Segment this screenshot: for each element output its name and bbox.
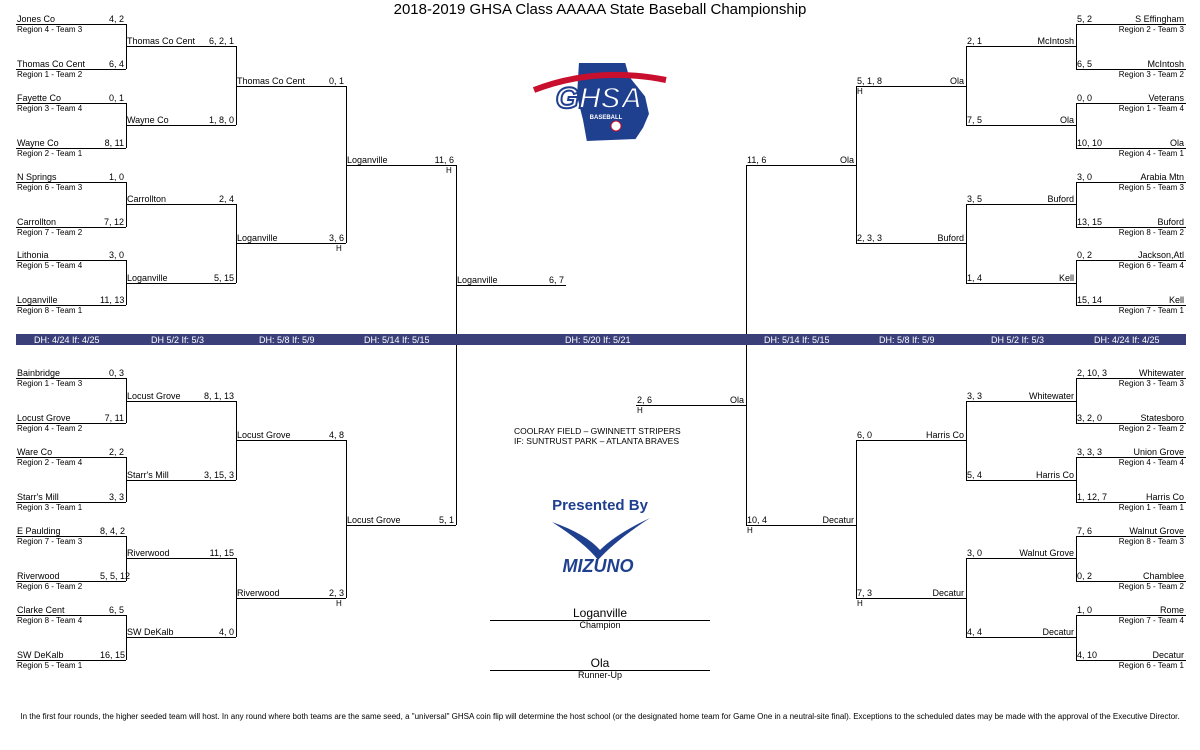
seed-label: Region 6 - Team 4 xyxy=(1118,261,1184,270)
team-name: Wayne Co xyxy=(17,138,59,148)
round-date: DH: 5/14 If: 5/15 xyxy=(364,335,430,345)
team-name: Jones Co xyxy=(17,14,56,24)
team-name: Buford xyxy=(937,233,964,243)
team-score: 6, 5 xyxy=(1077,59,1093,69)
team-score: 1, 0 xyxy=(108,172,124,182)
team-name: Buford xyxy=(1047,194,1074,204)
team-score: 3, 6 xyxy=(328,233,344,243)
seed-label: Region 7 - Team 1 xyxy=(1118,306,1184,315)
bracket-line xyxy=(746,525,856,526)
team-score: 4, 4 xyxy=(967,627,983,637)
baseball-icon xyxy=(611,121,621,131)
team-score: 0, 1 xyxy=(108,93,124,103)
team-name: Loganville xyxy=(17,295,58,305)
bracket-line xyxy=(966,204,1076,205)
round-date: DH: 5/20 If: 5/21 xyxy=(565,335,631,345)
team-score: 0, 1 xyxy=(328,76,344,86)
round-date: DH 5/2 If: 5/3 xyxy=(991,335,1045,345)
venue-line-1: COOLRAY FIELD – GWINNETT STRIPERS xyxy=(514,426,681,436)
team-score: 8, 1, 13 xyxy=(203,391,234,401)
team-score: 0, 3 xyxy=(108,368,124,378)
bracket-line xyxy=(856,440,966,441)
team-name: Clarke Cent xyxy=(17,605,65,615)
connector-line xyxy=(966,558,967,637)
seed-label: Region 6 - Team 3 xyxy=(17,183,83,192)
runner-up-name: Ola xyxy=(590,656,610,670)
team-score: 3, 3 xyxy=(108,492,124,502)
seed-label: Region 6 - Team 2 xyxy=(17,582,83,591)
connector-line xyxy=(1076,457,1077,502)
team-name: Kell xyxy=(1168,295,1184,305)
champion-name: Loganville xyxy=(572,606,628,620)
host-marker: H xyxy=(336,244,342,253)
seed-label: Region 5 - Team 4 xyxy=(17,261,83,270)
team-score: 3, 3, 3 xyxy=(1077,447,1103,457)
team-score: 4, 2 xyxy=(108,14,124,24)
connector-line xyxy=(1076,182,1077,227)
bracket-line xyxy=(126,204,236,205)
team-name: Walnut Grove xyxy=(1129,526,1184,536)
team-name: Buford xyxy=(1157,217,1184,227)
connector-line xyxy=(856,440,857,598)
team-score: 2, 4 xyxy=(218,194,234,204)
team-score: 6, 2, 1 xyxy=(208,36,234,46)
team-score: 5, 15 xyxy=(213,273,234,283)
connector-line xyxy=(856,86,857,243)
team-score: 5, 1 xyxy=(438,515,454,525)
round-date: DH 5/2 If: 5/3 xyxy=(151,335,205,345)
presented-by: Presented By xyxy=(552,497,648,514)
team-score: 2, 10, 3 xyxy=(1077,368,1108,378)
team-name: Decatur xyxy=(1152,650,1184,660)
team-score: 5, 1, 8 xyxy=(857,76,883,86)
team-score: 6, 4 xyxy=(108,59,124,69)
seed-label: Region 5 - Team 1 xyxy=(17,661,83,670)
team-name: Whitewater xyxy=(1138,368,1184,378)
seed-label: Region 6 - Team 1 xyxy=(1118,661,1184,670)
bracket-line xyxy=(856,86,966,87)
team-name: Thomas Co Cent xyxy=(237,76,306,86)
team-name: S Effingham xyxy=(1135,14,1184,24)
bracket-line xyxy=(346,165,456,166)
team-name: Carrollton xyxy=(127,194,167,204)
team-name: Ola xyxy=(1059,115,1074,125)
team-score: 3, 5 xyxy=(967,194,983,204)
team-name: Loganville xyxy=(457,275,498,285)
seed-label: Region 3 - Team 4 xyxy=(17,104,83,113)
seed-label: Region 8 - Team 1 xyxy=(17,306,83,315)
team-score: 10, 4 xyxy=(747,515,768,525)
team-score: 3, 0 xyxy=(108,250,124,260)
team-score: 10, 10 xyxy=(1077,138,1103,148)
team-score: 5, 4 xyxy=(967,470,983,480)
team-name: Wayne Co xyxy=(127,115,169,125)
team-score: 2, 6 xyxy=(637,395,653,405)
seed-label: Region 2 - Team 3 xyxy=(1118,25,1184,34)
team-name: Harris Co xyxy=(1145,492,1184,502)
team-name: Rome xyxy=(1159,605,1184,615)
team-name: Riverwood xyxy=(127,548,170,558)
seed-label: Region 1 - Team 3 xyxy=(17,379,83,388)
round-date: DH: 4/24 If: 4/25 xyxy=(34,335,100,345)
bracket-line xyxy=(126,125,236,126)
seed-label: Region 2 - Team 4 xyxy=(17,458,83,467)
round-date: DH: 4/24 If: 4/25 xyxy=(1094,335,1160,345)
seed-label: Region 3 - Team 3 xyxy=(1118,379,1184,388)
host-marker: H xyxy=(857,87,863,96)
round-date: DH: 5/8 If: 5/9 xyxy=(259,335,315,345)
seed-label: Region 4 - Team 1 xyxy=(1118,149,1184,158)
seed-label: Region 2 - Team 2 xyxy=(1118,424,1184,433)
seed-label: Region 2 - Team 1 xyxy=(17,149,83,158)
connector-line xyxy=(966,401,967,480)
team-score: 7, 5 xyxy=(967,115,983,125)
bracket-line xyxy=(966,558,1076,559)
team-name: Starr's Mill xyxy=(127,470,169,480)
team-name: E Paulding xyxy=(17,526,61,536)
team-score: 4, 0 xyxy=(218,627,234,637)
bracket-line xyxy=(966,401,1076,402)
seed-label: Region 1 - Team 2 xyxy=(17,70,83,79)
team-name: Jackson,Atl xyxy=(1137,250,1184,260)
seed-label: Region 4 - Team 4 xyxy=(1118,458,1184,467)
seed-label: Region 8 - Team 2 xyxy=(1118,228,1184,237)
team-score: 13, 15 xyxy=(1077,217,1103,227)
team-score: 3, 3 xyxy=(967,391,983,401)
connector-line xyxy=(1076,536,1077,581)
team-score: 6, 0 xyxy=(857,430,873,440)
team-name: Loganville xyxy=(127,273,168,283)
team-score: 5, 5, 12 xyxy=(100,571,131,581)
team-score: 0, 2 xyxy=(1077,250,1093,260)
team-name: Harris Co xyxy=(1035,470,1074,480)
seed-label: Region 8 - Team 4 xyxy=(17,616,83,625)
team-score: 3, 15, 3 xyxy=(203,470,234,480)
seed-label: Region 7 - Team 2 xyxy=(17,228,83,237)
round-date: DH: 5/8 If: 5/9 xyxy=(879,335,935,345)
seed-label: Region 4 - Team 2 xyxy=(17,424,83,433)
team-score: 4, 8 xyxy=(328,430,344,440)
connector-line xyxy=(1076,378,1077,423)
team-name: SW DeKalb xyxy=(127,627,174,637)
team-name: Arabia Mtn xyxy=(1140,172,1184,182)
seed-label: Region 3 - Team 1 xyxy=(17,503,83,512)
bracket-line xyxy=(966,46,1076,47)
team-score: 15, 14 xyxy=(1077,295,1103,305)
team-name: McIntosh xyxy=(1147,59,1184,69)
bracket-line xyxy=(746,165,856,166)
bracket-line xyxy=(236,440,346,441)
team-score: 1, 0 xyxy=(1077,605,1093,615)
team-name: Kell xyxy=(1058,273,1074,283)
team-name: Ola xyxy=(1169,138,1184,148)
team-score: 1, 12, 7 xyxy=(1077,492,1108,502)
venue-line-2: IF: SUNTRUST PARK – ATLANTA BRAVES xyxy=(514,436,680,446)
team-name: Starr's Mill xyxy=(17,492,59,502)
team-score: 11, 6 xyxy=(747,155,767,165)
host-marker: H xyxy=(336,599,342,608)
team-score: 1, 8, 0 xyxy=(208,115,234,125)
runbird-icon xyxy=(552,518,650,560)
page-title: 2018-2019 GHSA Class AAAAA State Baseball Championship xyxy=(393,1,807,18)
seed-label: Region 5 - Team 2 xyxy=(1118,582,1184,591)
connector-line xyxy=(1076,103,1077,148)
sponsor-name: MIZUNO xyxy=(562,556,634,576)
team-name: Whitewater xyxy=(1028,391,1074,401)
team-score: 2, 1 xyxy=(967,36,983,46)
bracket-line xyxy=(126,46,236,47)
team-name: Decatur xyxy=(822,515,854,525)
team-name: Harris Co xyxy=(925,430,964,440)
bracket-line xyxy=(856,243,966,244)
team-name: Riverwood xyxy=(237,588,280,598)
team-score: 11, 6 xyxy=(434,155,454,165)
team-score: 6, 7 xyxy=(548,275,564,285)
team-name: Decatur xyxy=(932,588,964,598)
team-name: Riverwood xyxy=(17,571,60,581)
seed-label: Region 3 - Team 2 xyxy=(1118,70,1184,79)
team-score: 8, 4, 2 xyxy=(100,526,126,536)
seed-label: Region 8 - Team 3 xyxy=(1118,537,1184,546)
bracket-line xyxy=(456,285,566,286)
team-name: Walnut Grove xyxy=(1019,548,1074,558)
seed-label: Region 4 - Team 3 xyxy=(17,25,83,34)
team-name: McIntosh xyxy=(1037,36,1074,46)
bracket-line xyxy=(236,598,346,599)
team-name: SW DeKalb xyxy=(17,650,64,660)
connector-line xyxy=(1076,24,1077,69)
logo-subtext: BASEBALL xyxy=(589,115,623,121)
team-score: 4, 10 xyxy=(1077,650,1098,660)
team-score: 7, 6 xyxy=(1077,526,1093,536)
bracket-line xyxy=(636,405,746,406)
team-name: Carrollton xyxy=(17,217,57,227)
ghsa-logo xyxy=(526,56,672,146)
team-name: Ola xyxy=(949,76,964,86)
bracket-line xyxy=(346,525,456,526)
bracket-line xyxy=(126,558,236,559)
footnote: In the first four rounds, the higher seeded team will host. In any round where both teams are the same seed, a "universal" GHSA coin flip will determine the host school (or the designated home team for Game One in a neutral-site final). Exceptions to the scheduled dates may be made with the approval of the Executive Director. xyxy=(20,712,1180,721)
team-name: Veterans xyxy=(1148,93,1184,103)
bracket-line xyxy=(966,125,1076,126)
connector-line xyxy=(456,165,457,525)
connector-line xyxy=(746,165,747,525)
team-score: 11, 15 xyxy=(209,548,234,558)
champion-caption: Champion xyxy=(579,620,621,630)
team-score: 3, 0 xyxy=(967,548,983,558)
team-name: Loganville xyxy=(347,155,388,165)
connector-line xyxy=(1076,615,1077,660)
team-score: 1, 4 xyxy=(967,273,983,283)
team-name: Chamblee xyxy=(1142,571,1184,581)
bracket-line xyxy=(236,243,346,244)
seed-label: Region 1 - Team 1 xyxy=(1118,503,1184,512)
host-marker: H xyxy=(446,166,452,175)
team-score: 7, 3 xyxy=(857,588,873,598)
bracket-line xyxy=(236,86,346,87)
bracket-line xyxy=(966,283,1076,284)
host-marker: H xyxy=(857,599,863,608)
team-score: 6, 5 xyxy=(108,605,124,615)
team-name: Locust Grove xyxy=(17,413,71,423)
team-score: 3, 2, 0 xyxy=(1077,413,1103,423)
team-name: Union Grove xyxy=(1133,447,1184,457)
team-score: 2, 2 xyxy=(108,447,124,457)
bracket-line xyxy=(966,637,1076,638)
team-score: 16, 15 xyxy=(100,650,126,660)
bracket-line xyxy=(126,480,236,481)
team-name: Locust Grove xyxy=(347,515,401,525)
team-score: 7, 11 xyxy=(104,413,124,423)
bracket-line xyxy=(126,283,236,284)
round-date: DH: 5/14 If: 5/15 xyxy=(764,335,830,345)
runner-up-caption: Runner-Up xyxy=(577,670,623,680)
host-marker: H xyxy=(747,526,753,535)
connector-line xyxy=(966,204,967,283)
team-score: 2, 3, 3 xyxy=(857,233,883,243)
team-name: Loganville xyxy=(237,233,278,243)
logo-text: GHSA xyxy=(555,82,643,115)
connector-line xyxy=(966,46,967,125)
team-score: 3, 0 xyxy=(1077,172,1093,182)
seed-label: Region 5 - Team 3 xyxy=(1118,183,1184,192)
team-name: Ola xyxy=(839,155,854,165)
team-name: Statesboro xyxy=(1140,413,1184,423)
team-score: 0, 2 xyxy=(1077,571,1093,581)
team-score: 2, 3 xyxy=(328,588,344,598)
seed-label: Region 1 - Team 4 xyxy=(1118,104,1184,113)
connector-line xyxy=(1076,260,1077,305)
team-name: N Springs xyxy=(17,172,57,182)
team-score: 5, 2 xyxy=(1077,14,1093,24)
bracket-line xyxy=(856,598,966,599)
team-name: Locust Grove xyxy=(127,391,181,401)
mizuno-logo xyxy=(546,516,654,576)
team-name: Bainbridge xyxy=(17,368,61,378)
bracket-line xyxy=(126,637,236,638)
team-name: Ola xyxy=(729,395,744,405)
bracket-line xyxy=(126,401,236,402)
host-marker: H xyxy=(637,406,643,415)
team-name: Lithonia xyxy=(17,250,49,260)
team-score: 7, 12 xyxy=(103,217,124,227)
seed-label: Region 7 - Team 3 xyxy=(17,537,83,546)
team-score: 0, 0 xyxy=(1077,93,1093,103)
team-name: Fayette Co xyxy=(17,93,62,103)
team-score: 8, 11 xyxy=(104,138,124,148)
team-name: Decatur xyxy=(1042,627,1074,637)
seed-label: Region 7 - Team 4 xyxy=(1118,616,1184,625)
team-name: Thomas Co Cent xyxy=(17,59,86,69)
bracket-line xyxy=(966,480,1076,481)
team-name: Ware Co xyxy=(17,447,53,457)
team-name: Locust Grove xyxy=(237,430,291,440)
team-name: Thomas Co Cent xyxy=(127,36,196,46)
team-score: 11, 13 xyxy=(100,295,125,305)
